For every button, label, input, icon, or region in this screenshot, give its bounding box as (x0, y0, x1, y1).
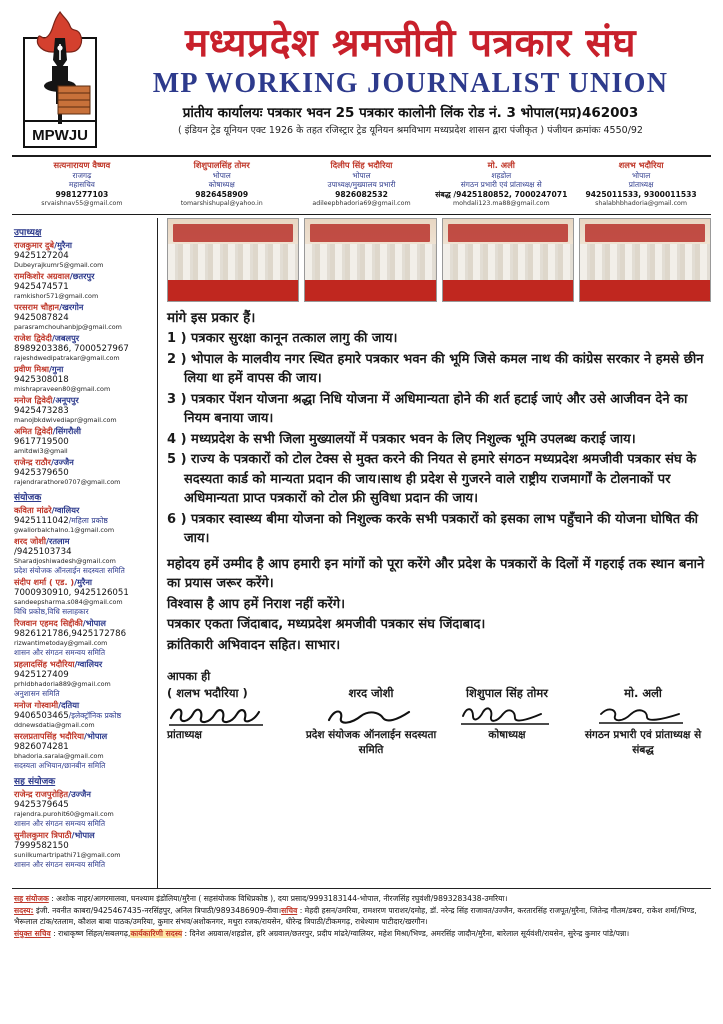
official-name: रामकिशोर अग्रवाल/छतरपुर (14, 271, 95, 281)
footer-members-list: इंजी. नवनीत काबरा/9425467435-नरसिंहपुर, अनिल त्रिपाठी/9893486909-रीवा। (33, 905, 282, 915)
officer-phone: 9425011533, 9300011533 (585, 189, 697, 199)
official-email[interactable]: bhadoria.sarala@gmail.com (14, 752, 104, 760)
footer-line-coordinators (14, 893, 709, 905)
letterhead-header (0, 0, 723, 152)
official-name: राजेन्द्र राठौर/उज्जैन (14, 457, 74, 467)
officer-card (573, 161, 709, 209)
official-city: /मुरैना (74, 577, 93, 587)
officer-email[interactable]: adileepbhadoria69@gmail.com (312, 200, 411, 207)
official-phone: 9826074281 (14, 741, 69, 752)
footer-secretary-list: : मेहदी हसन/उमरिया, रामशरण पाराशर/दमोह, डॉ. नरेन्द्र सिंह राजावत/उज्जैन, करतारसिंह राजपूत/मुरैना, जितेन्द्र गौतम/डबरा, राकेश शर्मा/भिण्ड, भैरूलाल टांक/रतलाम, कौशल बाबा पाठक/उमरिया, कुमार संभव/अशोकनगर, मथुरा रजक/रायसेन, धीरेन्द्र त्रिपाठी/टीकमगढ़, राधेश्याम पाटीदार/खरगौन। (14, 905, 697, 927)
official-city: /ग्वालियर (74, 659, 103, 669)
officer-name: दिलीप सिंह भदौरिया (330, 160, 393, 170)
sidebar-section-title: उपाध्यक्ष (14, 228, 42, 238)
org-registration: ( इंडियन ट्रेड यूनियन एक्ट 1926 के तहत रजिस्ट्रार ट्रेड यूनियन श्रमविभाग मध्यप्रदेश शासन द्वारा पंजीकृत ) पंजीयन क्रमांकः 4550/92 (178, 124, 643, 136)
footer-executive-members-list: : दिनेश अग्रवाल/शहडोल, हरि अग्रवाल/छतरपुर, प्रदीप मांढरे/ग्वालियर, महेश मिश्रा/भिण्ड, अमरसिंह जादौन/मुरैना, बारेलाल सूर्यवंशी/रायसेन, सुरेन्द्र कुमार पांडे/पन्ना। (182, 928, 630, 938)
sidebar-official-entry (14, 426, 152, 456)
official-name: मनोज द्विवेदी/अनूपपुर (14, 395, 79, 405)
official-name: राजेश द्विवेदी/जबलपुर (14, 333, 80, 343)
org-name-hindi: मध्यप्रदेश श्रमजीवी पत्रकार संघ (184, 20, 637, 66)
officer-card (154, 161, 290, 209)
official-phone: 8989203386, 7000527967 (14, 343, 129, 354)
org-name-english: MP WORKING JOURNALIST UNION (152, 67, 669, 99)
officer-city: भोपाल (212, 170, 231, 180)
signatory-name: शरद जोशी (348, 686, 394, 700)
org-address: प्रांतीय कार्यालयः पत्रकार भवन 25 पत्रकार कालोनी लिंक रोड नं. 3 भोपाल(मप्र)462003 (182, 104, 639, 121)
official-city: /भोपाल (71, 830, 95, 840)
event-photo (579, 218, 711, 302)
officials-sidebar (12, 218, 158, 888)
official-email[interactable]: rajeshdwedipatrakar@gmail.com (14, 354, 120, 362)
official-phone: 9425379650 (14, 467, 69, 478)
official-phone: 7000930910, 9425126051 (14, 587, 129, 598)
footer-joint-secretary-list: : राधाकृष्ण सिंहल/सबलगढ़, (50, 928, 131, 938)
officer-name: मो. अली (487, 160, 515, 170)
official-email[interactable]: prhldbhadoria889@gmail.com (14, 680, 111, 688)
letter-body (0, 215, 723, 888)
official-name: रिजवान एहमद सिद्दीकी/भोपाल (14, 618, 106, 628)
officer-name: शिशुपालसिंह तोमर (193, 160, 250, 170)
officer-designation: उपाध्यक्ष/मुख्यालय प्रभारी (327, 180, 396, 189)
official-name: शरद जोशी/रतलाम (14, 536, 70, 546)
officer-contact-row (0, 157, 723, 212)
sidebar-official-entry (14, 789, 152, 829)
sidebar-official-entry (14, 536, 152, 576)
official-email[interactable]: rajendra.purohit60@gmail.com (14, 810, 114, 818)
officer-city: शहडोल (491, 170, 512, 180)
official-phone: 9425474571 (14, 281, 69, 292)
official-email[interactable]: manojbkdwivediapr@gmail.com (14, 416, 117, 424)
demand-item: 4 ) मध्यप्रदेश के सभी जिला मुख्यालयों में पत्रकार भवन के लिए निशुल्क भूमि उपलब्ध कराई जाय। (167, 431, 636, 447)
logo-graphic (14, 8, 106, 150)
officer-card (14, 161, 150, 209)
handwritten-signature-icon (167, 702, 277, 728)
official-email[interactable]: amitdwi3@gmail (14, 447, 68, 455)
official-committee: अनुशासन समिति (14, 689, 60, 698)
official-city: /मुरैना (54, 240, 72, 250)
members-footer (12, 888, 711, 939)
signature-mark (575, 702, 711, 728)
handwritten-signature-icon (321, 702, 421, 728)
footer-co-coordinator-list: : अशोक नाहर/आगरमालवा, घनश्याम इंडोलिया/मुरैना ( सहसंयोजक विधिप्रकोष्ठ ), दया प्रसाद/9993183144-भोपाल, नीरजसिंह रघुवंशी/9893283438-उमरिया। (48, 894, 508, 903)
official-city: /रतलाम (46, 536, 70, 546)
official-city: /छतरपुर (69, 271, 95, 281)
official-email[interactable]: parasramchouhanbjp@gmail.com (14, 323, 122, 331)
signature-mark (167, 702, 303, 728)
sidebar-official-entry (14, 731, 152, 771)
officer-card (433, 161, 569, 209)
sidebar-official-entry (14, 700, 152, 730)
sidebar-official-entry (14, 577, 152, 617)
official-city: /भोपाल (82, 618, 106, 628)
official-phone: 9425127409 (14, 669, 69, 680)
sidebar-official-entry (14, 505, 152, 535)
signature-area (167, 668, 711, 758)
letter-content (158, 218, 711, 888)
official-phone: 9406503465/इलेक्ट्रॉनिक प्रकोष्ठ (14, 710, 122, 721)
official-phone: 9425308018 (14, 374, 69, 385)
sidebar-official-entry (14, 395, 152, 425)
official-phone: 9425111042/महिला प्रकोष्ठ (14, 515, 108, 526)
official-phone: 9425473283 (14, 405, 69, 416)
sidebar-official-entry (14, 302, 152, 332)
closing-paragraph: विश्वास है आप हमें निराश नहीं करेंगे। (167, 596, 346, 612)
sidebar-section-title: सह संयोजक (14, 777, 56, 787)
closing-paragraph: महोदय हमें उम्मीद है आप हमारी इन मांगों को पूरा करेंगे और प्रदेश के पत्रकारों के दिलों में गहराई तक स्थान बनाने का प्रयास जरूर करेंगे। (167, 556, 705, 591)
official-phone: 9617719500 (14, 436, 69, 447)
sidebar-official-entry (14, 240, 152, 270)
official-name: राजकुमार दुबे/मुरैना (14, 240, 72, 250)
officer-phone: 9826458909 (195, 189, 249, 199)
signatory-role: कोषाध्यक्ष (488, 729, 526, 741)
official-city: /अनूपपुर (52, 395, 79, 405)
signatory-role: संगठन प्रभारी एवं प्रांताध्यक्ष से संबद्ध (584, 729, 702, 756)
officer-name: शलभ भदौरिया (618, 160, 664, 170)
official-city: /खरगोन (59, 302, 84, 312)
official-city: /दतिया (58, 700, 80, 710)
official-email[interactable]: sandeepsharma.s084@gmail.com (14, 598, 123, 606)
officer-city: भोपाल (352, 170, 371, 180)
official-city: /उज्जैन (50, 457, 74, 467)
signature-block (167, 668, 303, 758)
official-name: सुनीलकुमार त्रिपाठी/भोपाल (14, 830, 95, 840)
event-photo (442, 218, 574, 302)
handwritten-signature-icon (457, 702, 557, 728)
sidebar-official-entry (14, 271, 152, 301)
signatory-role: प्रांताध्यक्ष (167, 729, 202, 741)
books-icon (58, 86, 90, 114)
official-phone: 9826121786,9425172786 (14, 628, 127, 639)
official-email[interactable]: gwaliorbalchalno.1@gmail.com (14, 526, 115, 534)
official-role: /महिला प्रकोष्ठ (68, 515, 108, 525)
official-email[interactable]: rizwantimetoday@gmail.com (14, 639, 108, 647)
demand-item: 3 ) पत्रकार पेंशन योजना श्रद्धा निधि योजना में अधिमान्यता होने की शर्त हटाई जाएं और उसे आजीवन देने का नियम बनाया जाय। (167, 391, 688, 426)
sidebar-official-entry (14, 618, 152, 658)
official-committee: प्रदेश संयोजक ऑनलाईन सदस्यता समिति (14, 566, 125, 575)
event-photo (304, 218, 436, 302)
footer-label-executive-members: कार्यकारिणी सदस्य (130, 928, 183, 938)
sidebar-official-entry (14, 364, 152, 394)
footer-line-joint-secretary (14, 928, 709, 940)
official-email[interactable]: mishrapraveen80@gmail.com (14, 385, 111, 393)
signatory-name: ( शलभ भदौरिया ) (167, 686, 248, 700)
officer-card (294, 161, 430, 209)
officer-phone: 9826082532 (335, 189, 388, 199)
official-name: प्रहलादसिंह भदौरिया/ग्वालियर (14, 659, 103, 669)
footer-label-co-coordinator: सह संयोजक (14, 894, 49, 903)
official-phone: 9425379645 (14, 799, 69, 810)
officer-email[interactable]: shalabhbhadoria@gmail.com (595, 200, 688, 207)
signatory-name: मो. अली (624, 686, 662, 700)
demand-item: 2 ) भोपाल के मालवीय नगर स्थित हमारे पत्रकार भवन की भूमि जिसे कमल नाथ की कांग्रेस सरकार ने हमसे छीन लिया था हमें वापस की जाय। (167, 351, 704, 386)
official-email[interactable]: Sharadjoshiwadesh@gmail.com (14, 557, 116, 565)
officer-name: सत्यनारायण वैष्णव (53, 160, 111, 170)
official-phone: 7999582150 (14, 840, 69, 851)
official-committee: शासन और संगठन समन्वय समिति (14, 648, 106, 657)
official-city: /ग्वालियर (51, 505, 80, 515)
sidebar-section-title: संयोजक (14, 493, 42, 503)
official-city: /उज्जैन (68, 789, 91, 799)
official-city: /भोपाल (83, 731, 108, 741)
footer-line-members (14, 905, 709, 928)
photo-strip (167, 218, 711, 302)
demands-intro: मांगे इस प्रकार हैं। (167, 310, 256, 326)
officer-designation: संगठन प्रभारी एवं प्रांताध्यक्ष से (460, 180, 542, 189)
official-phone: /9425103734 (14, 546, 72, 557)
officer-email[interactable]: tomarshishupal@yahoo.in (180, 200, 263, 207)
officer-designation: महासचिव (68, 180, 95, 189)
official-name: राजेन्द्र राजपुरोहित/उज्जैन (14, 789, 91, 799)
footer-label-joint-secretary: संयुक्त सचिव (14, 928, 51, 938)
footer-label-members: सदस्य: (14, 905, 34, 915)
footer-label-secretary: सचिव (281, 905, 298, 915)
signatory-name: शिशुपाल सिंह तोमर (466, 686, 548, 700)
official-name: प्रवीण मिश्रा/गुना (14, 364, 64, 374)
demand-item: 5 ) राज्य के पत्रकारों को टोल टेक्स से मुक्त करने की नियत से हमारे संगठन मध्यप्रदेश श्रमजीवी पत्रकार संघ के सदस्यता कार्ड को मान्यता प्रदान की जाय।साथ ही प्रदेश से गुजरने वाले राष्ट्रीय राजमार्गों के टोलनाकों पर अधिमान्यता प्राप्त पत्रकारों को टोल फ्री सुविधा प्रदान की जाय। (167, 452, 697, 506)
signature-block (439, 668, 575, 758)
official-committee: सदस्यता अभियान/छानबीन समिति (14, 761, 106, 770)
official-email[interactable]: sunilkumartripathi71@gmail.com (14, 851, 121, 859)
officer-designation: प्रांताध्यक्ष (628, 180, 654, 189)
officer-city: राजगढ़ (72, 170, 92, 180)
logo-label: MPWJU (32, 127, 88, 144)
official-name: संदीप शर्मा ( एड. )/मुरैना (14, 577, 93, 587)
signatory-role: प्रदेश संयोजक ऑनलाईन सदस्यता समिति (305, 729, 437, 756)
officer-phone: 9981277103 (55, 189, 109, 199)
official-phone: 9425127204 (14, 250, 69, 261)
officer-phone: संबद्ध /9425180852, 7000247071 (435, 189, 568, 199)
official-email[interactable]: ramkishor571@gmail.com (14, 292, 99, 300)
officer-city: भोपाल (631, 170, 651, 180)
officer-email[interactable]: mohdali123.ma88@gmail.com (452, 200, 550, 207)
signature-mark (303, 702, 439, 728)
official-email[interactable]: rajendrarathore0707@gmail.com (14, 478, 121, 486)
official-name: कविता मांढरे/ग्वालियर (14, 505, 80, 515)
closing-paragraph: पत्रकार एकता जिंदाबाद, मध्यप्रदेश श्रमजीवी पत्रकार संघ जिंदाबाद। (167, 617, 486, 632)
official-name: सरलप्रतापसिंह भदौरिया/भोपाल (14, 731, 108, 741)
salutation: आपका ही (167, 669, 211, 683)
sidebar-official-entry (14, 830, 152, 870)
official-role: /इलेक्ट्रॉनिक प्रकोष्ठ (68, 710, 122, 720)
official-city: /गुना (49, 364, 64, 374)
sidebar-official-entry (14, 659, 152, 699)
official-phone: 9425087824 (14, 312, 69, 323)
official-name: अमित द्विवेदी/सिंगरौली (14, 426, 82, 436)
official-city: /सिंगरौली (52, 426, 82, 436)
event-photo (167, 218, 299, 302)
sidebar-official-entry (14, 457, 152, 487)
mpwju-logo (14, 8, 106, 150)
demand-item: 6 ) पत्रकार स्वास्थ्य बीमा योजना को निशुल्क करके सभी पत्रकारों को इसका लाभ पहुँचाने की योजना घोषित की जाय। (167, 511, 699, 546)
handwritten-signature-icon (593, 702, 693, 728)
official-committee: विधि प्रकोष्ठ,विधि सलाहकार (14, 607, 89, 616)
official-city: /जबलपुर (51, 333, 80, 343)
demand-item: 1 ) पत्रकार सुरक्षा कानून तत्काल लागु की जाय। (167, 331, 398, 346)
officer-designation: कोषाध्यक्ष (208, 180, 235, 189)
officer-email[interactable]: srvaishnav55@gmail.com (41, 200, 123, 207)
header-text-block (112, 21, 709, 138)
official-committee: शासन और संगठन समन्वय समिति (14, 819, 106, 828)
official-name: मनोज गोस्वामी/दतिया (14, 700, 80, 710)
official-name: परसराम चौहान/खरगोन (14, 302, 84, 312)
official-email[interactable]: ddnewsdatia@gmail.com (14, 721, 95, 729)
signature-block (575, 668, 711, 758)
signature-block (303, 668, 439, 758)
official-committee: शासन और संगठन समन्वय समिति (14, 860, 106, 869)
closing-paragraph: क्रांतिकारी अभिवादन सहित। साभार। (167, 637, 341, 653)
official-email[interactable]: Dubeyrajkumr5@gmail.com (14, 261, 104, 269)
sidebar-official-entry (14, 333, 152, 363)
signature-mark (439, 702, 575, 728)
